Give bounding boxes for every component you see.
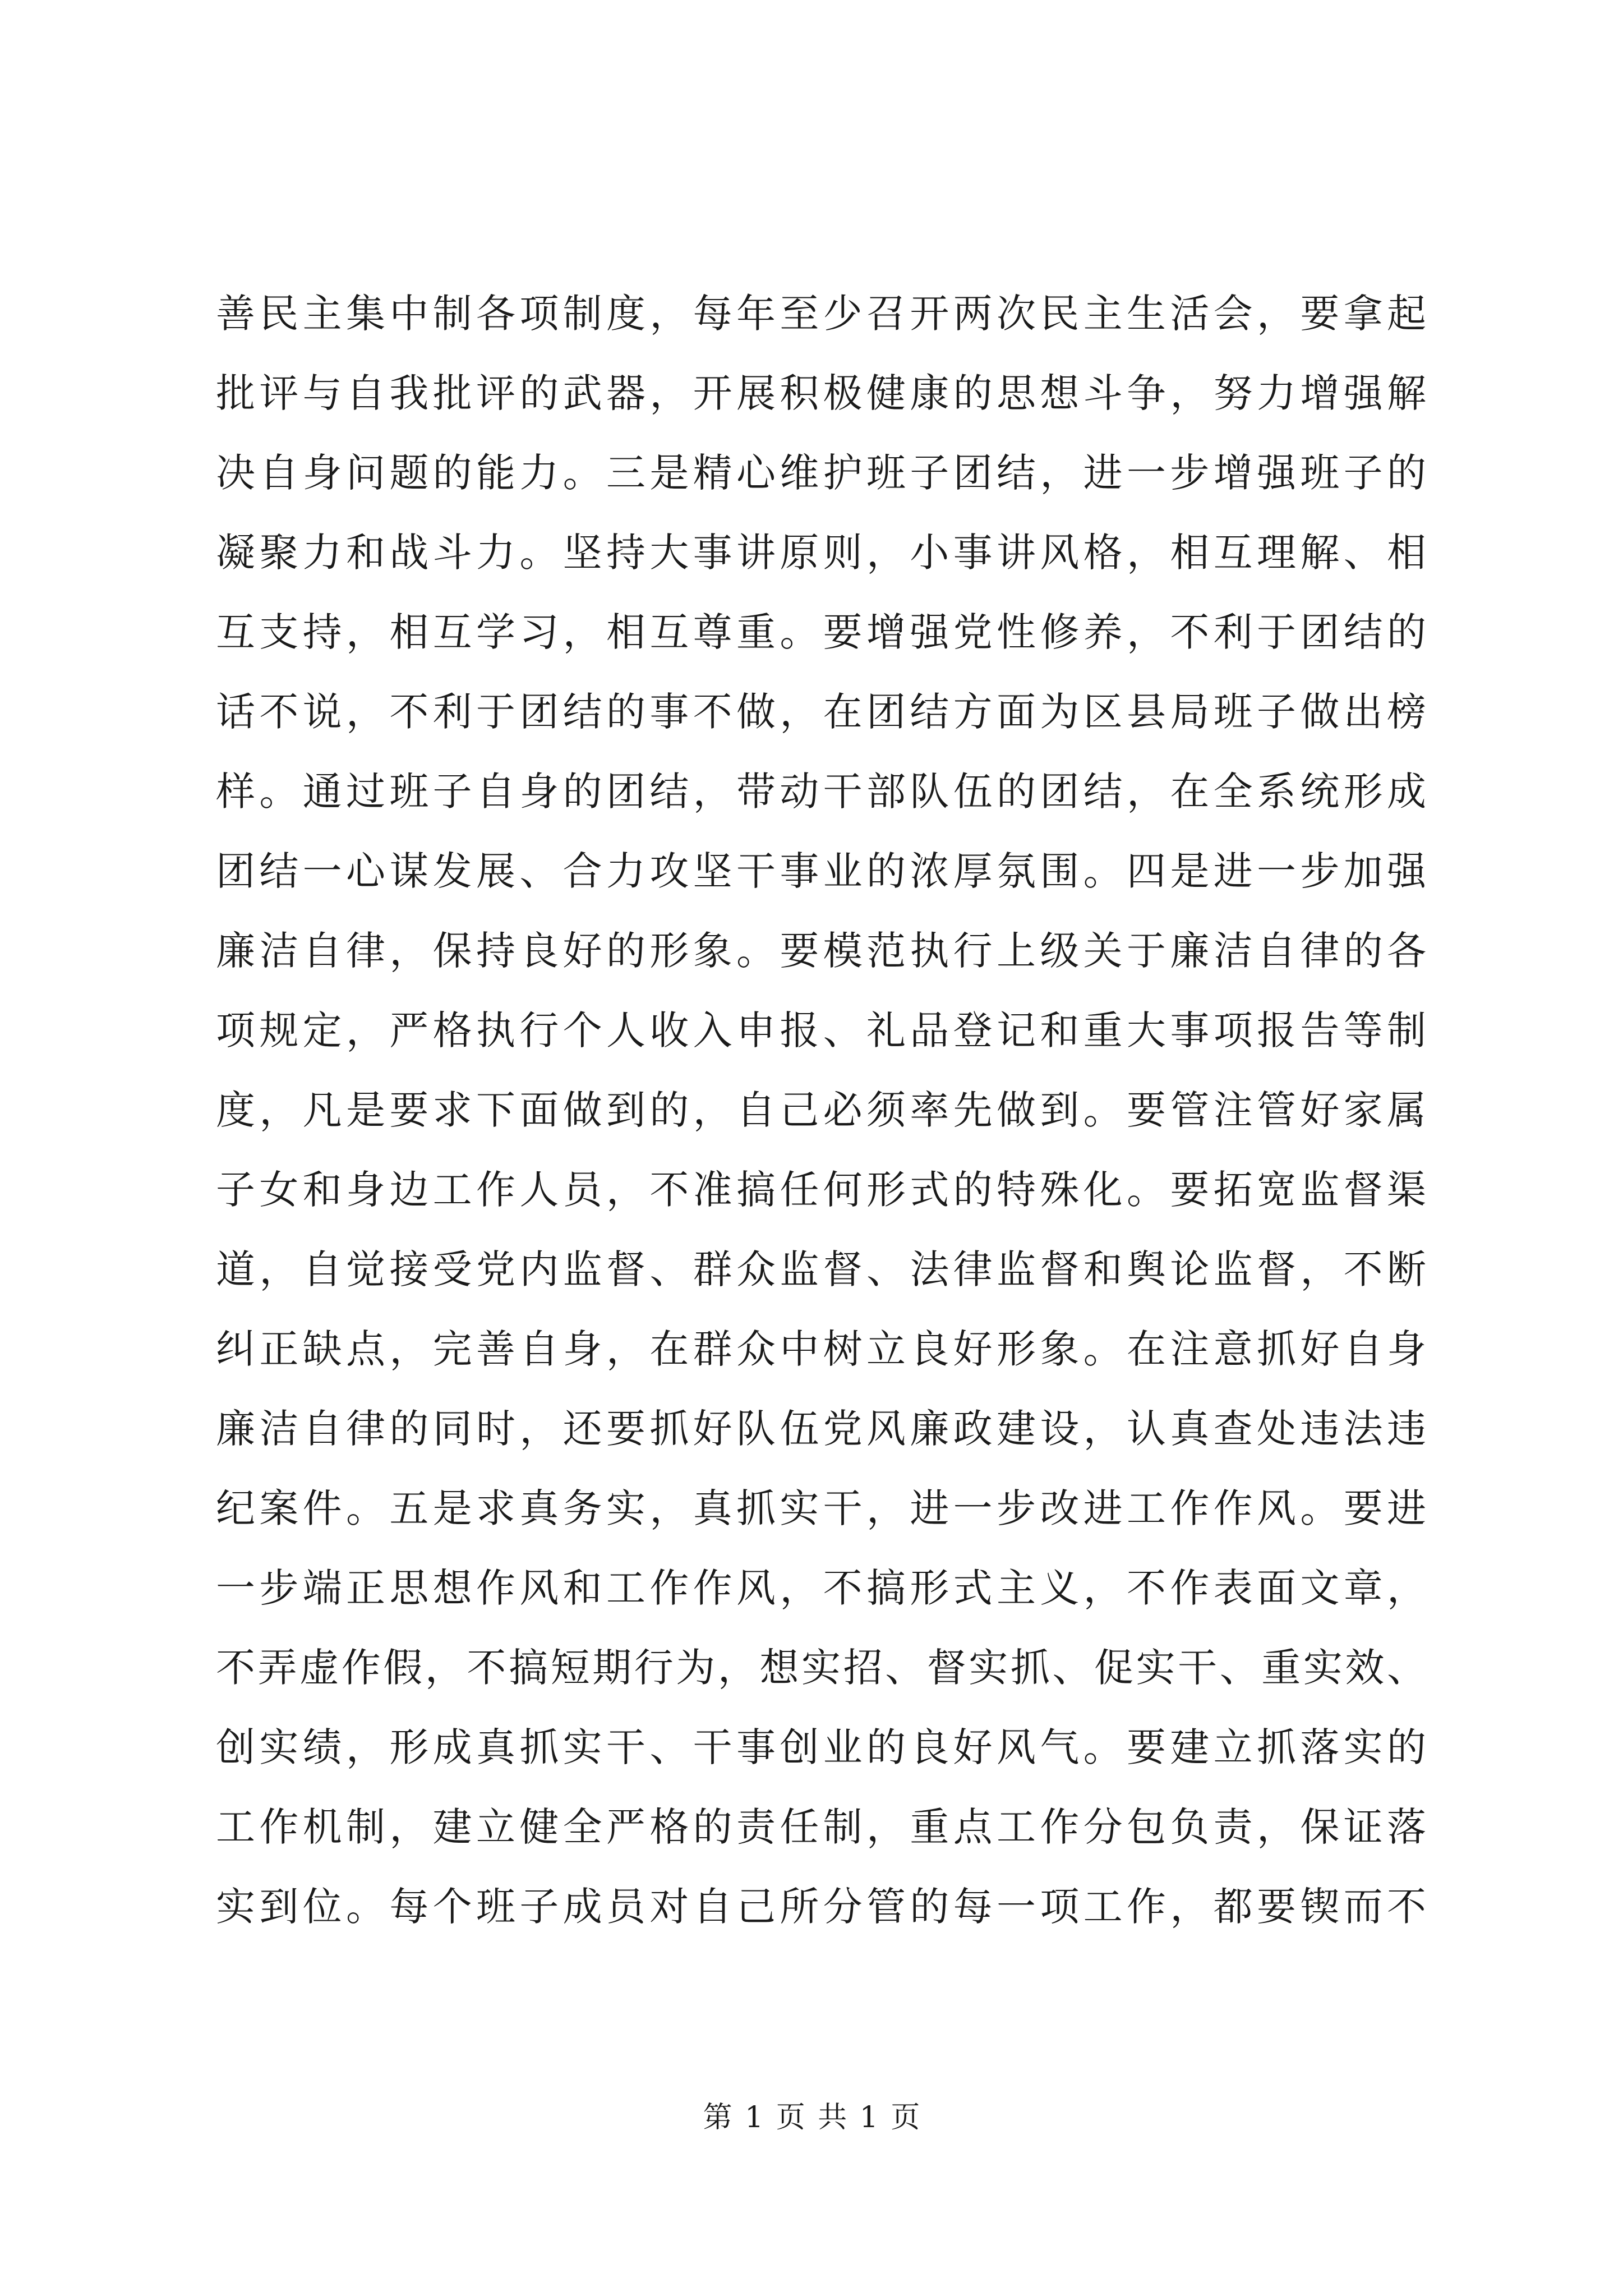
text-line: 决自身问题的能力。三是精心维护班子团结，进一步增强班子的	[216, 450, 1427, 496]
text-line: 项规定，严格执行个人收入申报、礼品登记和重大事项报告等制	[216, 1007, 1427, 1053]
text-line: 创实绩，形成真抓实干、干事创业的良好风气。要建立抓落实的	[216, 1724, 1427, 1770]
text-line: 纠正缺点，完善自身，在群众中树立良好形象。在注意抓好自身	[216, 1326, 1427, 1372]
text-line: 团结一心谋发展、合力攻坚干事业的浓厚氛围。四是进一步加强	[216, 848, 1427, 894]
text-line: 廉洁自律的同时，还要抓好队伍党风廉政建设，认真查处违法违	[216, 1406, 1427, 1452]
text-line: 样。通过班子自身的团结，带动干部队伍的团结，在全系统形成	[216, 769, 1427, 815]
text-line: 子女和身边工作人员，不准搞任何形式的特殊化。要拓宽监督渠	[216, 1167, 1427, 1213]
text-line: 一步端正思想作风和工作作风，不搞形式主义，不作表面文章，	[216, 1565, 1427, 1611]
text-line: 善民主集中制各项制度，每年至少召开两次民主生活会，要拿起	[216, 291, 1427, 337]
text-line: 工作机制，建立健全严格的责任制，重点工作分包负责，保证落	[216, 1804, 1427, 1850]
text-line: 度，凡是要求下面做到的，自己必须率先做到。要管注管好家属	[216, 1087, 1427, 1133]
text-line: 实到位。每个班子成员对自己所分管的每一项工作，都要锲而不	[216, 1884, 1427, 1930]
text-line: 互支持，相互学习，相互尊重。要增强党性修养，不利于团结的	[216, 609, 1427, 655]
text-line: 道，自觉接受党内监督、群众监督、法律监督和舆论监督，不断	[216, 1246, 1427, 1292]
text-line: 廉洁自律，保持良好的形象。要模范执行上级关于廉洁自律的各	[216, 928, 1427, 974]
text-line: 话不说，不利于团结的事不做，在团结方面为区县局班子做出榜	[216, 689, 1427, 735]
text-line: 纪案件。五是求真务实，真抓实干，进一步改进工作作风。要进	[216, 1485, 1427, 1531]
body-text	[216, 274, 1427, 1947]
text-line: 批评与自我批评的武器，开展积极健康的思想斗争，努力增强解	[216, 370, 1427, 416]
text-line: 凝聚力和战斗力。坚持大事讲原则，小事讲风格，相互理解、相	[216, 530, 1427, 576]
page-footer: 第 1 页 共 1 页	[703, 2101, 920, 2134]
text-line: 不弄虚作假，不搞短期行为，想实招、督实抓、促实干、重实效、	[216, 1645, 1427, 1691]
